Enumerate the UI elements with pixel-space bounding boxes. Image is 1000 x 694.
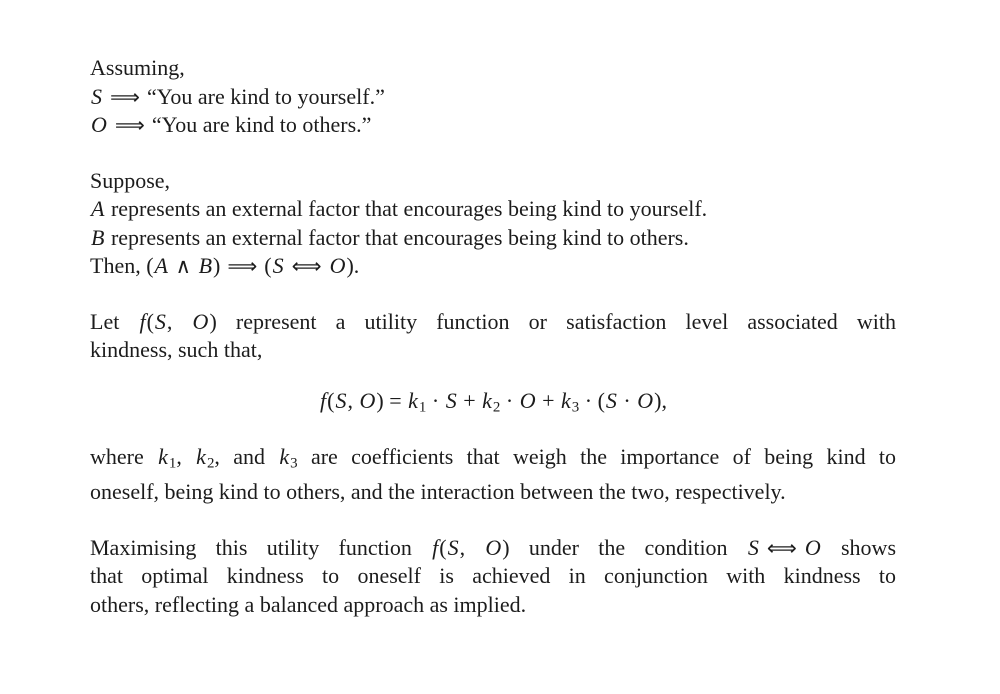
subscript-index: 2 bbox=[492, 398, 501, 415]
text-line bbox=[90, 111, 896, 140]
text-run: Let bbox=[90, 308, 139, 334]
text-run: ) represent a utility function or satisfaction level associated with bbox=[209, 308, 896, 334]
implies-arrow-icon: ⟹ bbox=[227, 254, 258, 278]
math-variable: O bbox=[485, 534, 502, 560]
text-line bbox=[90, 167, 896, 196]
logical-and-operator: ∧ bbox=[168, 254, 198, 278]
math-variable: A bbox=[91, 196, 105, 221]
subscript-index: 1 bbox=[168, 455, 177, 472]
text-line bbox=[90, 252, 896, 281]
text-run: + bbox=[536, 387, 560, 413]
math-variable: B bbox=[91, 224, 105, 250]
text-run: others, reflecting a balanced approach as implied. bbox=[90, 591, 527, 617]
text-line bbox=[90, 195, 896, 224]
text-run: ) under the condition bbox=[502, 534, 747, 560]
math-variable: S bbox=[272, 253, 284, 278]
text-run: oneself, being kind to others, and the interaction between the two, respectively. bbox=[90, 479, 786, 505]
text-run: “You are kind to others.” bbox=[151, 112, 372, 137]
text-run: ( bbox=[146, 308, 154, 334]
text-run: where bbox=[90, 444, 158, 470]
text-run: kindness, such that, bbox=[90, 337, 263, 362]
conclusion-block bbox=[90, 534, 896, 620]
text-run: “You are kind to yourself.” bbox=[146, 83, 385, 109]
implies-arrow-icon: ⟹ bbox=[110, 84, 140, 109]
text-run: + bbox=[457, 387, 482, 413]
text-line bbox=[90, 54, 896, 83]
math-variable: S bbox=[747, 534, 759, 560]
text-run: ). bbox=[346, 253, 360, 278]
text-run: shows bbox=[821, 534, 897, 560]
math-variable: A bbox=[154, 253, 168, 278]
iff-arrow-icon: ⟺ bbox=[291, 254, 322, 278]
utility-equation bbox=[90, 387, 896, 422]
math-variable: S bbox=[445, 387, 457, 413]
text-run: · bbox=[617, 387, 637, 413]
text-line bbox=[90, 443, 896, 478]
math-variable: S bbox=[335, 387, 347, 413]
math-variable: O bbox=[519, 387, 536, 413]
suppose-block bbox=[90, 167, 896, 281]
text-run: · bbox=[426, 387, 445, 413]
text-run: ( bbox=[327, 387, 335, 413]
text-line bbox=[90, 591, 896, 620]
math-variable: O bbox=[804, 534, 821, 560]
utility-intro-block bbox=[90, 308, 896, 365]
math-variable: k bbox=[408, 387, 418, 413]
math-variable: k bbox=[279, 444, 290, 470]
iff-arrow-icon: ⟺ bbox=[766, 535, 797, 560]
text-run: Then, ( bbox=[90, 253, 154, 278]
math-variable: O bbox=[91, 112, 107, 137]
math-variable: f bbox=[320, 387, 327, 413]
subscript-index: 1 bbox=[418, 398, 427, 415]
math-variable: f bbox=[139, 308, 146, 334]
text-run: · bbox=[500, 387, 519, 413]
text-run: represents an external factor that encourages being kind to others. bbox=[105, 224, 689, 250]
text-run: , bbox=[166, 308, 192, 334]
text-run: , and bbox=[214, 444, 279, 470]
assumptions-block bbox=[90, 54, 896, 140]
implies-arrow-icon: ⟹ bbox=[114, 113, 145, 137]
text-line bbox=[90, 224, 896, 253]
math-variable: k bbox=[561, 387, 571, 413]
subscript-index: 2 bbox=[206, 455, 215, 472]
text-run: ) bbox=[213, 253, 221, 278]
text-line bbox=[90, 478, 896, 507]
coefficients-block bbox=[90, 443, 896, 506]
math-variable: S bbox=[605, 387, 617, 413]
text-run: · ( bbox=[579, 387, 605, 413]
text-line bbox=[90, 336, 896, 365]
text-run: ( bbox=[264, 253, 272, 278]
text-run: are coefficients that weigh the importance of being kind to bbox=[297, 444, 897, 470]
text-run: ), bbox=[654, 387, 667, 413]
math-variable: k bbox=[482, 387, 492, 413]
subscript-index: 3 bbox=[571, 398, 580, 415]
math-variable: O bbox=[359, 387, 376, 413]
text-run: represents an external factor that encourages being kind to yourself. bbox=[105, 196, 708, 221]
text-run: that optimal kindness to oneself is achieved in conjunction with kindness to bbox=[90, 563, 896, 589]
math-variable: k bbox=[196, 444, 206, 470]
math-variable: k bbox=[158, 444, 168, 470]
text-run: Assuming, bbox=[90, 55, 185, 80]
document-content bbox=[90, 54, 896, 646]
subscript-index: 3 bbox=[290, 455, 298, 472]
text-line bbox=[90, 387, 896, 422]
text-run: , bbox=[176, 444, 196, 470]
text-run: ( bbox=[439, 534, 447, 560]
math-variable: O bbox=[329, 253, 346, 278]
text-run: , bbox=[459, 534, 485, 560]
math-variable: f bbox=[432, 534, 439, 560]
text-run: Maximising this utility function bbox=[90, 534, 432, 560]
text-line bbox=[90, 562, 896, 591]
text-line bbox=[90, 308, 896, 337]
math-variable: S bbox=[447, 534, 459, 560]
math-variable: S bbox=[154, 308, 166, 334]
text-line bbox=[90, 83, 896, 112]
math-variable: S bbox=[91, 83, 102, 109]
math-variable: O bbox=[637, 387, 654, 413]
text-line bbox=[90, 534, 896, 563]
text-run: , bbox=[347, 387, 359, 413]
text-run: Suppose, bbox=[90, 167, 171, 193]
math-variable: O bbox=[192, 308, 209, 334]
math-variable: B bbox=[198, 253, 213, 278]
text-run: ) = bbox=[376, 387, 408, 413]
